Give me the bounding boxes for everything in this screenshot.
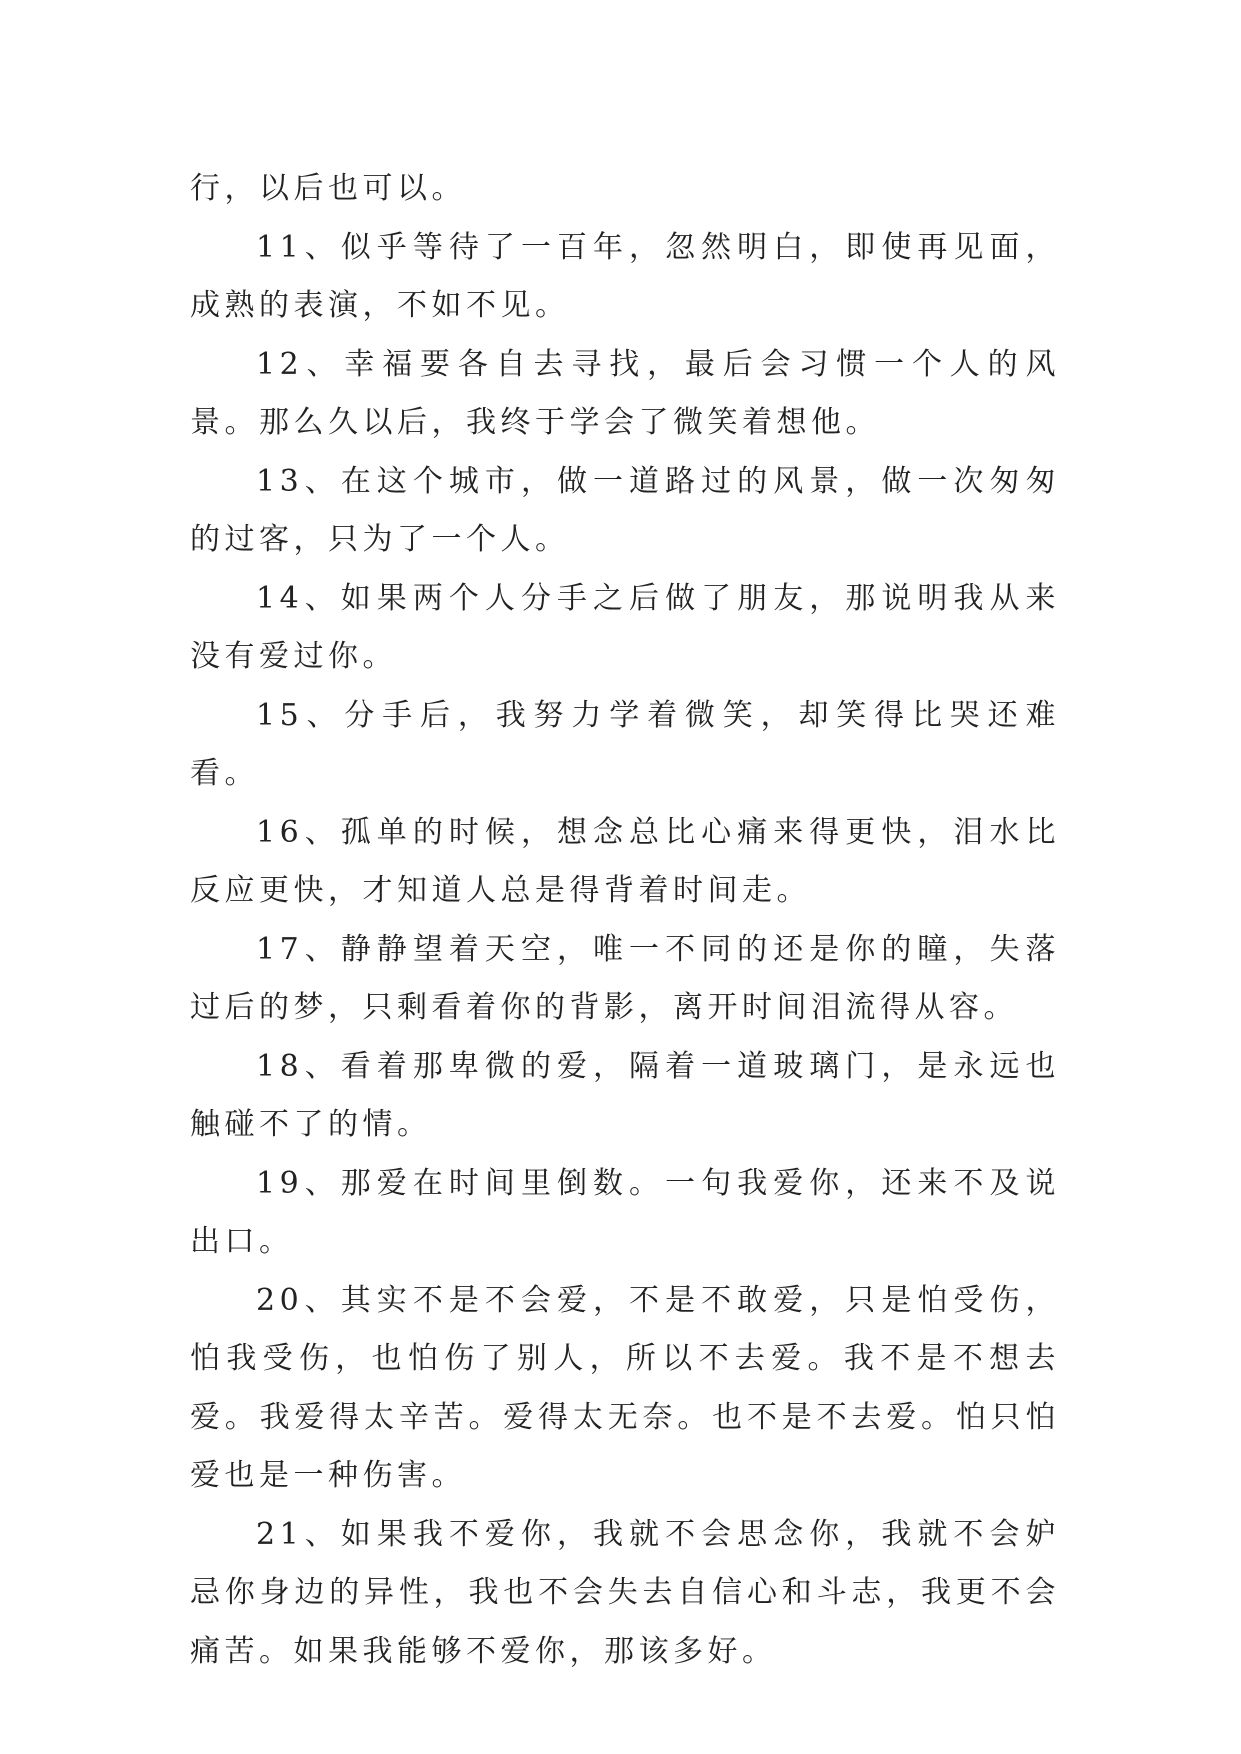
- paragraph-15: 15、分手后，我努力学着微笑，却笑得比哭还难看。: [190, 697, 1060, 791]
- paragraph-16: 16、孤单的时候，想念总比心痛来得更快，泪水比反应更快，才知道人总是得背着时间走。: [190, 814, 1060, 908]
- document-page: [190, 160, 1060, 1681]
- paragraph-20: 20、其实不是不会爱，不是不敢爱，只是怕受伤，怕我受伤，也怕伤了别人，所以不去爱。我不是不想去爱。我爱得太辛苦。爱得太无奈。也不是不去爱。怕只怕爱也是一种伤害。: [190, 1282, 1060, 1493]
- paragraph-21: 21、如果我不爱你，我就不会思念你，我就不会妒忌你身边的异性，我也不会失去自信心和斗志，我更不会痛苦。如果我能够不爱你，那该多好。: [190, 1516, 1060, 1669]
- paragraph-17: 17、静静望着天空，唯一不同的还是你的瞳，失落过后的梦，只剩看着你的背影，离开时间泪流得从容。: [190, 931, 1060, 1025]
- paragraph-11: 11、似乎等待了一百年，忽然明白，即使再见面，成熟的表演，不如不见。: [190, 229, 1060, 323]
- paragraph-continuation: 行，以后也可以。: [190, 171, 466, 206]
- paragraph-12: 12、幸福要各自去寻找，最后会习惯一个人的风景。那么久以后，我终于学会了微笑着想他。: [190, 346, 1060, 440]
- paragraph-19: 19、那爱在时间里倒数。一句我爱你，还来不及说出口。: [190, 1165, 1060, 1259]
- paragraph-18: 18、看着那卑微的爱，隔着一道玻璃门，是永远也触碰不了的情。: [190, 1048, 1060, 1142]
- paragraph-13: 13、在这个城市，做一道路过的风景，做一次匆匆的过客，只为了一个人。: [190, 463, 1060, 557]
- paragraph-14: 14、如果两个人分手之后做了朋友，那说明我从来没有爱过你。: [190, 580, 1060, 674]
